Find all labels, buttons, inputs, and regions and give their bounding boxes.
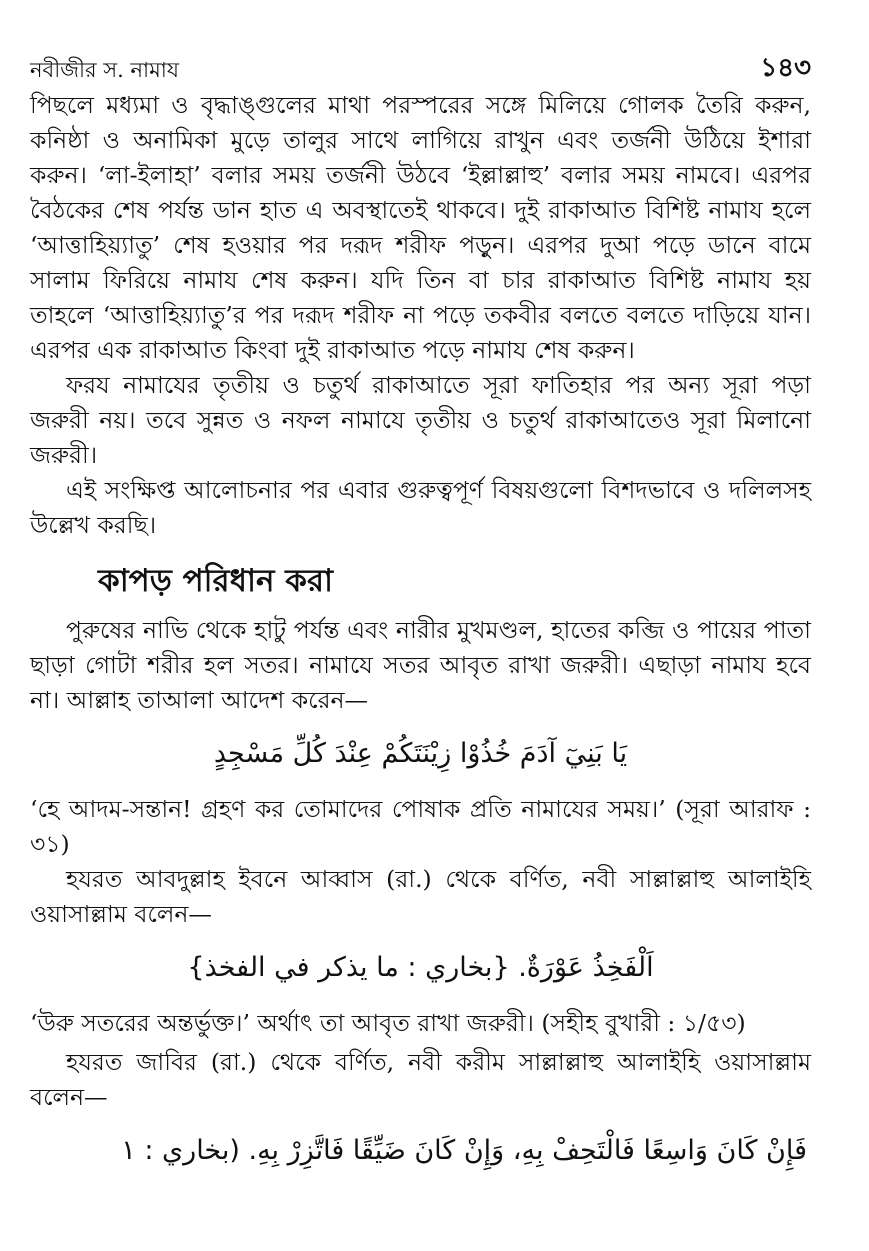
- section-heading: কাপড় পরিধান করা: [98, 563, 333, 599]
- paragraph-summary: এই সংক্ষিপ্ত আলোচনার পর এবার গুরুত্বপূর্ণ বিষয়গুলো বিশদভাবে ও দলিলসহ উল্লেখ করছি।: [30, 476, 811, 539]
- page-number: ১৪৩: [760, 53, 811, 83]
- hadith-ibn-abbas-intro: হযরত আবদুল্লাহ ইবনে আব্বাস (রা.) থেকে বর্ণিত, নবী সাল্লাল্লাহু আলাইহি ওয়াসাল্লাম বলেন—: [30, 865, 811, 928]
- arabic-hadith-thigh: اَلْفَخِذُ عَوْرَةٌ. {بخاري : ما يذكر في الفخذ}: [187, 952, 654, 983]
- paragraph-continuation: পিছলে মধ্যমা ও বৃদ্ধাঙ্গুলের মাথা পরস্পরের সঙ্গে মিলিয়ে গোলক তৈরি করুন, কনিষ্ঠা ও অনামিকা মুড়ে তালুর সাথে লাগিয়ে রাখুন এবং তর্জনী উঠিয়ে ইশারা করুন। ‘লা-ইলাহা’ বলার সময় তর্জনী উঠবে ‘ইল্লাল্লাহু’ বলার সময় নামবে। এরপর বৈঠকের শেষ পর্যন্ত ডান হাত এ অবস্থাতেই থাকবে। দুই রাকাআত বিশিষ্ট নামায হলে ‘আত্তাহিয়্যাতু’ শেষ হওয়ার পর দরূদ শরীফ পড়ুন। এরপর দুআ পড়ে ডানে বামে সালাম ফিরিয়ে নামায শেষ করুন। যদি তিন বা চার রাকাআত বিশিষ্ট নামায হয় তাহলে ‘আত্তাহিয়্যাতু’র পর দরূদ শরীফ না পড়ে তকবীর বলতে বলতে দাড়িয়ে যান। এরপর এক রাকাআত কিংবা দুই রাকাআত পড়ে নামায শেষ করুন।: [30, 91, 811, 364]
- verse-translation: ‘হে আদম-সন্তান! গ্রহণ কর তোমাদের পোষাক প্রতি নামাযের সময়।’ (সূরা আরাফ : ৩১): [30, 795, 811, 858]
- page-content: [30, 88, 811, 1181]
- running-title: নবীজীর স. নামায: [30, 58, 179, 82]
- paragraph-satr-intro: পুরুষের নাভি থেকে হাটু পর্যন্ত এবং নারীর মুখমণ্ডল, হাতের কব্জি ও পায়ের পাতা ছাড়া গোটা শরীর হল সতর। নামাযে সতর আবৃত রাখা জরুরী। এছাড়া নামায হবে না। আল্লাহ তাআলা আদেশ করেন—: [30, 616, 811, 714]
- paragraph-third-fourth-rakat: ফরয নামাযের তৃতীয় ও চতুর্থ রাকাআতে সূরা ফাতিহার পর অন্য সূরা পড়া জরুরী নয়। তবে সুন্নত ও নফল নামাযে তৃতীয় ও চতুর্থ রাকাআতেও সূরা মিলানো জরুরী।: [30, 371, 811, 469]
- hadith-jabir-intro: হযরত জাবির (রা.) থেকে বর্ণিত, নবী করীম সাল্লাল্লাহু আলাইহি ওয়াসাল্লাম বলেন—: [30, 1048, 811, 1111]
- arabic-hadith-garment: فَإِنْ كَانَ وَاسِعًا فَالْتَحِفْ بِهِ، وَإِنْ كَانَ ضَيِّقًا فَاتَّزِرْ بِهِ. (بخاري : ١: [121, 1135, 807, 1166]
- running-head: [30, 40, 811, 88]
- hadith-thigh-translation: ‘উরু সতরের অন্তর্ভুক্ত।’ অর্থাৎ তা আবৃত রাখা জরুরী। (সহীহ বুখারী : ১/৫৩): [30, 1009, 746, 1037]
- arabic-quran-verse: يَا بَنِيٓ آدَمَ خُذُوْا زِيْنَتَكُمْ عِنْدَ كُلِّ مَسْجِدٍ: [213, 738, 628, 769]
